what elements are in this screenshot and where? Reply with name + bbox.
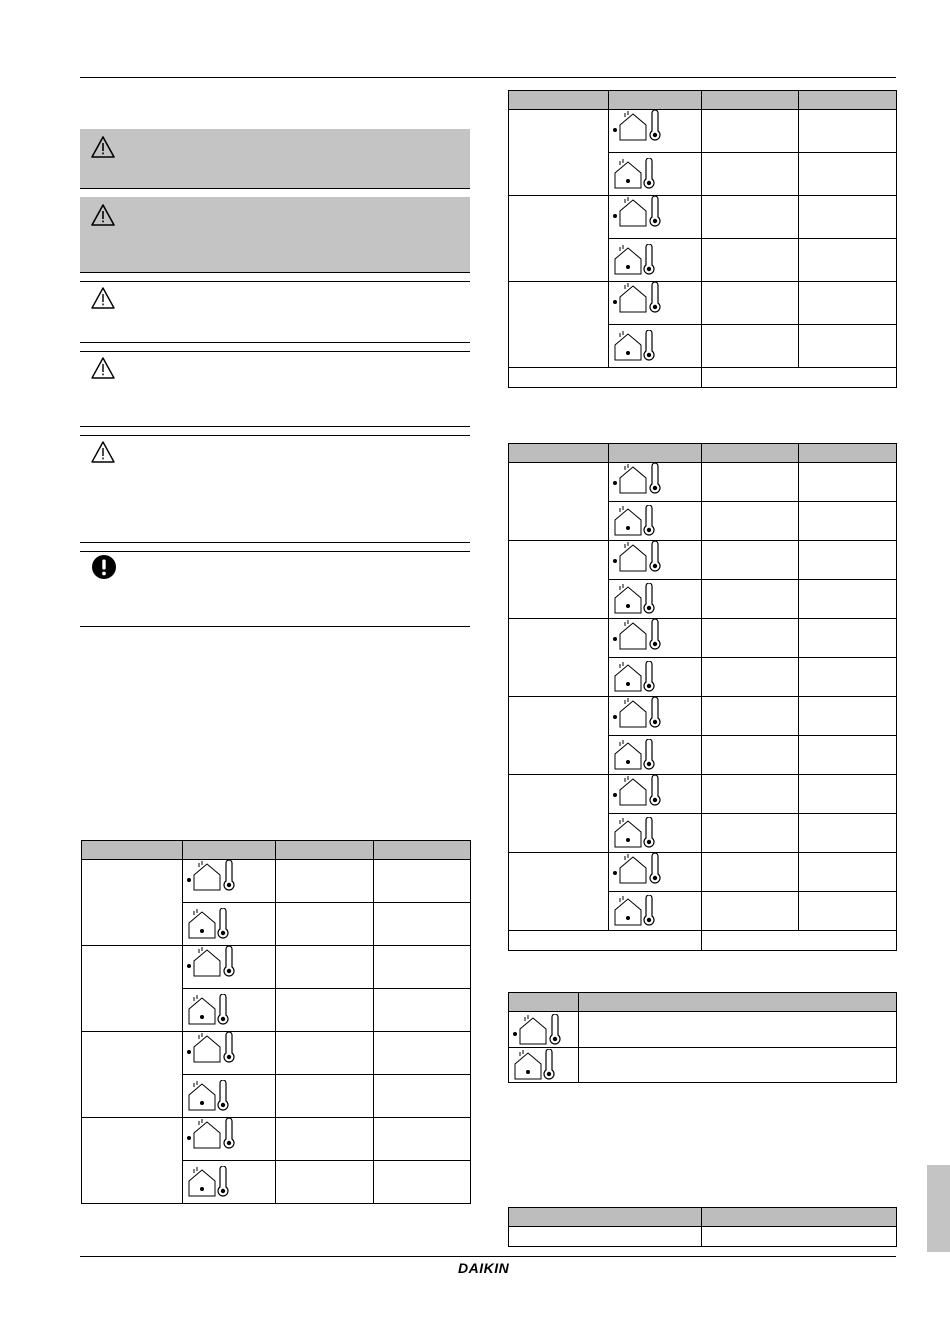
value-cell xyxy=(702,736,799,775)
value-cell xyxy=(702,325,799,368)
value-cell xyxy=(702,463,799,502)
value-cell xyxy=(702,814,799,853)
icon-cell xyxy=(609,736,702,775)
house-thermometer-dot-outside-icon xyxy=(186,860,248,892)
icon-cell xyxy=(183,860,276,903)
value-cell xyxy=(799,697,897,736)
value-cell xyxy=(799,736,897,775)
warning-callout-1 xyxy=(80,129,470,189)
table-row xyxy=(82,1032,471,1075)
value-cell xyxy=(799,196,897,239)
value-cell xyxy=(799,463,897,502)
right-top-settings-table xyxy=(508,90,897,388)
table-header-row xyxy=(509,993,897,1012)
chapter-tab xyxy=(927,1165,950,1252)
icon-cell xyxy=(183,903,276,946)
table-row xyxy=(509,282,897,325)
group-label-cell xyxy=(509,541,609,619)
value-cell xyxy=(702,892,799,931)
warning-callout-2 xyxy=(80,197,470,273)
table-row xyxy=(509,463,897,502)
table-body xyxy=(82,860,471,1204)
table-header-row xyxy=(509,444,897,463)
icon-cell xyxy=(609,697,702,736)
table-header-row xyxy=(509,1208,897,1227)
table-row xyxy=(82,946,471,989)
icon-cell xyxy=(609,196,702,239)
value-cell xyxy=(702,658,799,697)
table-row xyxy=(509,110,897,153)
house-thermometer-dot-inside-icon xyxy=(612,244,674,276)
icon-cell xyxy=(609,325,702,368)
value-cell xyxy=(276,1161,374,1204)
value-cell xyxy=(799,239,897,282)
value-cell xyxy=(702,502,799,541)
house-thermometer-dot-inside-icon xyxy=(612,739,674,771)
warning-triangle-icon xyxy=(90,203,116,227)
group-label-cell xyxy=(509,619,609,697)
table-row xyxy=(509,853,897,892)
icon-cell xyxy=(609,814,702,853)
left-settings-table xyxy=(81,840,471,1204)
footer-rule xyxy=(80,1256,896,1257)
value-cell xyxy=(702,580,799,619)
house-thermometer-dot-inside-icon xyxy=(612,158,674,190)
house-thermometer-dot-inside-icon xyxy=(186,1166,248,1198)
legend-row xyxy=(509,1048,897,1083)
group-label-cell xyxy=(82,1032,183,1118)
icon-cell xyxy=(609,282,702,325)
value-cell xyxy=(799,853,897,892)
icon-cell xyxy=(183,1118,276,1161)
caution-callout-1 xyxy=(80,281,470,343)
group-label-cell xyxy=(509,196,609,282)
table-row xyxy=(509,1227,897,1247)
value-cell xyxy=(799,775,897,814)
value-cell xyxy=(799,502,897,541)
value-cell xyxy=(799,325,897,368)
house-thermometer-dot-inside-icon xyxy=(612,895,674,927)
caution-callout-3 xyxy=(80,435,470,543)
group-label-cell xyxy=(509,697,609,775)
icon-cell xyxy=(609,853,702,892)
header-rule xyxy=(80,77,896,78)
house-thermometer-dot-inside-icon xyxy=(186,1080,248,1112)
icon-cell xyxy=(609,658,702,697)
value-cell xyxy=(799,110,897,153)
bottom-summary-table xyxy=(508,1207,897,1247)
icon-cell xyxy=(609,463,702,502)
house-thermometer-dot-inside-icon xyxy=(612,505,674,537)
house-thermometer-dot-inside-icon xyxy=(612,330,674,362)
icon-cell xyxy=(609,110,702,153)
value-cell xyxy=(276,946,374,989)
value-cell xyxy=(374,860,471,903)
value-cell xyxy=(374,903,471,946)
house-thermometer-dot-outside-icon xyxy=(186,1032,248,1064)
house-thermometer-dot-inside-icon xyxy=(512,1049,574,1081)
value-cell xyxy=(799,814,897,853)
value-cell xyxy=(702,619,799,658)
value-cell xyxy=(276,1075,374,1118)
value-cell xyxy=(799,619,897,658)
house-thermometer-dot-inside-icon xyxy=(612,583,674,615)
notice-callout xyxy=(80,551,470,627)
house-thermometer-dot-inside-icon xyxy=(612,817,674,849)
value-cell xyxy=(799,541,897,580)
house-thermometer-dot-inside-icon xyxy=(186,994,248,1026)
value-cell xyxy=(276,1118,374,1161)
group-label-cell xyxy=(82,946,183,1032)
icon-legend-table xyxy=(508,992,897,1083)
value-cell xyxy=(702,239,799,282)
value-cell xyxy=(702,775,799,814)
house-thermometer-dot-outside-icon xyxy=(612,282,674,314)
caution-callout-2 xyxy=(80,351,470,427)
legend-row xyxy=(509,1012,897,1048)
table-header-row xyxy=(82,841,471,860)
group-label-cell xyxy=(509,282,609,368)
icon-cell xyxy=(609,541,702,580)
table-footer-row xyxy=(509,931,897,951)
value-cell xyxy=(702,196,799,239)
icon-cell xyxy=(609,153,702,196)
house-thermometer-dot-outside-icon xyxy=(512,1014,574,1046)
house-thermometer-dot-outside-icon xyxy=(186,1118,248,1150)
value-cell xyxy=(276,989,374,1032)
value-cell xyxy=(276,1032,374,1075)
warning-triangle-icon xyxy=(90,135,116,159)
group-label-cell xyxy=(509,110,609,196)
value-cell xyxy=(374,1032,471,1075)
warning-triangle-icon xyxy=(90,286,116,310)
value-cell xyxy=(374,989,471,1032)
value-cell xyxy=(799,282,897,325)
icon-cell xyxy=(609,775,702,814)
house-thermometer-dot-outside-icon xyxy=(186,946,248,978)
icon-cell xyxy=(183,1075,276,1118)
icon-cell xyxy=(183,946,276,989)
house-thermometer-dot-outside-icon xyxy=(612,463,674,495)
table-footer-row xyxy=(509,368,897,388)
exclamation-circle-icon xyxy=(91,554,117,580)
icon-cell xyxy=(609,239,702,282)
icon-cell xyxy=(609,502,702,541)
icon-cell xyxy=(509,1048,579,1083)
house-thermometer-dot-outside-icon xyxy=(612,541,674,573)
table-row xyxy=(509,697,897,736)
value-cell xyxy=(374,946,471,989)
table-row xyxy=(509,196,897,239)
table-row xyxy=(509,775,897,814)
house-thermometer-dot-inside-icon xyxy=(612,661,674,693)
value-cell xyxy=(276,860,374,903)
value-cell xyxy=(799,892,897,931)
table-row xyxy=(509,619,897,658)
icon-cell xyxy=(609,892,702,931)
value-cell xyxy=(799,153,897,196)
table-header-row xyxy=(509,91,897,110)
house-thermometer-dot-outside-icon xyxy=(612,853,674,885)
value-cell xyxy=(374,1075,471,1118)
icon-cell xyxy=(609,619,702,658)
value-cell xyxy=(702,153,799,196)
group-label-cell xyxy=(82,1118,183,1204)
table-body xyxy=(509,110,897,388)
value-cell xyxy=(702,541,799,580)
value-cell xyxy=(374,1161,471,1204)
icon-cell xyxy=(609,580,702,619)
house-thermometer-dot-inside-icon xyxy=(186,908,248,940)
value-cell xyxy=(799,658,897,697)
value-cell xyxy=(374,1118,471,1161)
table-row xyxy=(82,860,471,903)
house-thermometer-dot-outside-icon xyxy=(612,697,674,729)
icon-cell xyxy=(183,1161,276,1204)
group-label-cell xyxy=(509,463,609,541)
right-middle-settings-table xyxy=(508,443,897,951)
value-cell xyxy=(702,110,799,153)
icon-cell xyxy=(183,989,276,1032)
group-label-cell xyxy=(509,853,609,931)
value-cell xyxy=(276,903,374,946)
value-cell xyxy=(799,580,897,619)
daikin-logo: DAIKIN xyxy=(458,1260,510,1276)
table-row xyxy=(509,541,897,580)
value-cell xyxy=(702,697,799,736)
house-thermometer-dot-outside-icon xyxy=(612,196,674,228)
table-body xyxy=(509,463,897,951)
house-thermometer-dot-outside-icon xyxy=(612,775,674,807)
warning-triangle-icon xyxy=(90,440,116,464)
value-cell xyxy=(702,282,799,325)
group-label-cell xyxy=(82,860,183,946)
warning-triangle-icon xyxy=(90,356,116,380)
icon-cell xyxy=(183,1032,276,1075)
house-thermometer-dot-outside-icon xyxy=(612,619,674,651)
house-thermometer-dot-outside-icon xyxy=(612,110,674,142)
group-label-cell xyxy=(509,775,609,853)
icon-cell xyxy=(509,1012,579,1048)
table-row xyxy=(82,1118,471,1161)
value-cell xyxy=(702,853,799,892)
